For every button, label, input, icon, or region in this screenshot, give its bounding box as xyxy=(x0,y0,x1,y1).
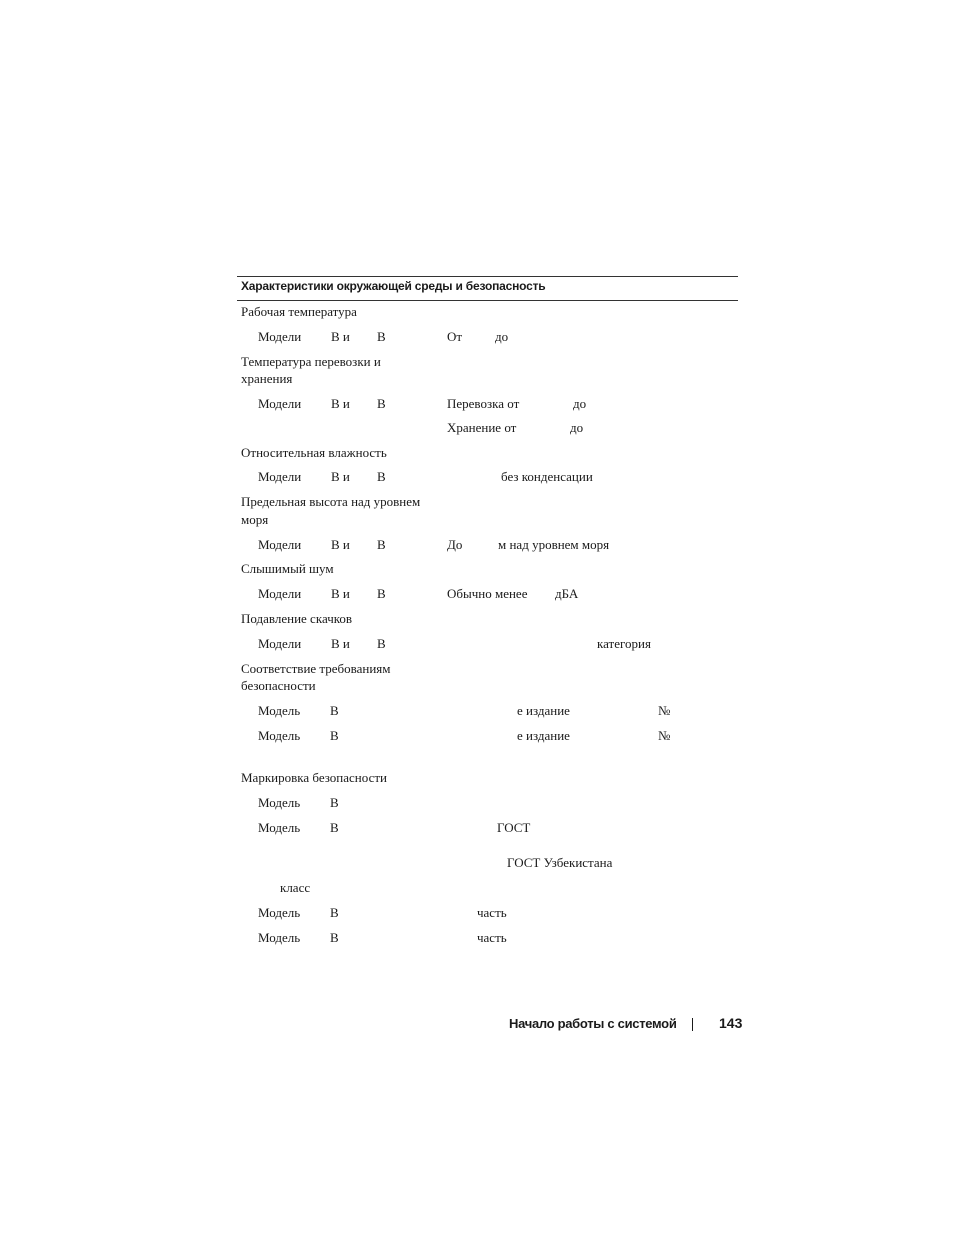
value-cell: м над уровнем моря xyxy=(498,537,610,552)
section-label-safety-marking: Маркировка безопасности xyxy=(241,770,387,785)
model-cell: Модели xyxy=(258,586,302,601)
voltage-cell: В xyxy=(377,469,386,484)
page-number: 143 xyxy=(719,1015,743,1031)
voltage-cell: В xyxy=(377,586,386,601)
section-label-storage-temperature-cont: хранения xyxy=(241,371,293,386)
value-cell: до xyxy=(573,396,587,411)
voltage-cell: В xyxy=(330,930,339,945)
model-cell: Модели xyxy=(258,396,302,411)
model-cell: Модель xyxy=(258,820,301,835)
value-cell: класс xyxy=(280,880,311,895)
value-cell: до xyxy=(495,329,509,344)
voltage-cell: В xyxy=(377,396,386,411)
voltage-cell: В и xyxy=(331,636,350,651)
value-cell: Хранение от xyxy=(447,420,517,435)
value-cell: № xyxy=(658,703,671,718)
model-cell: Модель xyxy=(258,795,301,810)
model-cell: Модель xyxy=(258,703,301,718)
table-top-rule xyxy=(237,276,738,277)
section-label-surge-suppression: Подавление скачков xyxy=(241,611,353,626)
value-cell: Перевозка от xyxy=(447,396,520,411)
value-cell: до xyxy=(570,420,584,435)
section-label-audible-noise: Слышимый шум xyxy=(241,561,334,576)
value-cell: категория xyxy=(597,636,651,651)
section-label-storage-temperature: Температура перевозки и xyxy=(241,354,381,369)
voltage-cell: В xyxy=(330,795,339,810)
voltage-cell: В xyxy=(330,703,339,718)
table-title: Характеристики окружающей среды и безопасность xyxy=(241,279,546,293)
footer-section-title: Начало работы с системой xyxy=(509,1016,677,1031)
value-cell: без конденсации xyxy=(501,469,593,484)
section-label-altitude-cont: моря xyxy=(241,512,269,527)
value-cell: До xyxy=(447,537,463,552)
value-cell: дБА xyxy=(555,586,579,601)
section-label-operating-temperature: Рабочая температура xyxy=(241,304,357,319)
value-cell: е издание xyxy=(517,728,570,743)
voltage-cell: В и xyxy=(331,396,350,411)
value-cell: ГОСТ xyxy=(497,820,531,835)
voltage-cell: В xyxy=(330,728,339,743)
section-label-altitude: Предельная высота над уровнем xyxy=(241,494,421,509)
voltage-cell: В xyxy=(377,636,386,651)
model-cell: Модель xyxy=(258,930,301,945)
footer-separator xyxy=(692,1018,693,1031)
voltage-cell: В xyxy=(330,905,339,920)
voltage-cell: В xyxy=(377,329,386,344)
model-cell: Модель xyxy=(258,905,301,920)
value-cell: е издание xyxy=(517,703,570,718)
model-cell: Модели xyxy=(258,636,302,651)
voltage-cell: В и xyxy=(331,469,350,484)
voltage-cell: В и xyxy=(331,586,350,601)
section-label-relative-humidity: Относительная влажность xyxy=(241,445,387,460)
voltage-cell: В и xyxy=(331,537,350,552)
value-cell: № xyxy=(658,728,671,743)
voltage-cell: В и xyxy=(331,329,350,344)
voltage-cell: В xyxy=(330,820,339,835)
value-cell: От xyxy=(447,329,463,344)
model-cell: Модели xyxy=(258,329,302,344)
voltage-cell: В xyxy=(377,537,386,552)
value-cell: Обычно менее xyxy=(447,586,528,601)
model-cell: Модель xyxy=(258,728,301,743)
section-label-safety-compliance-cont: безопасности xyxy=(241,678,316,693)
section-label-safety-compliance: Соответствие требованиям xyxy=(241,661,391,676)
value-cell: часть xyxy=(477,930,507,945)
value-cell: ГОСТ Узбекистана xyxy=(507,855,613,870)
model-cell: Модели xyxy=(258,469,302,484)
value-cell: часть xyxy=(477,905,507,920)
model-cell: Модели xyxy=(258,537,302,552)
table-header-rule xyxy=(237,300,738,301)
